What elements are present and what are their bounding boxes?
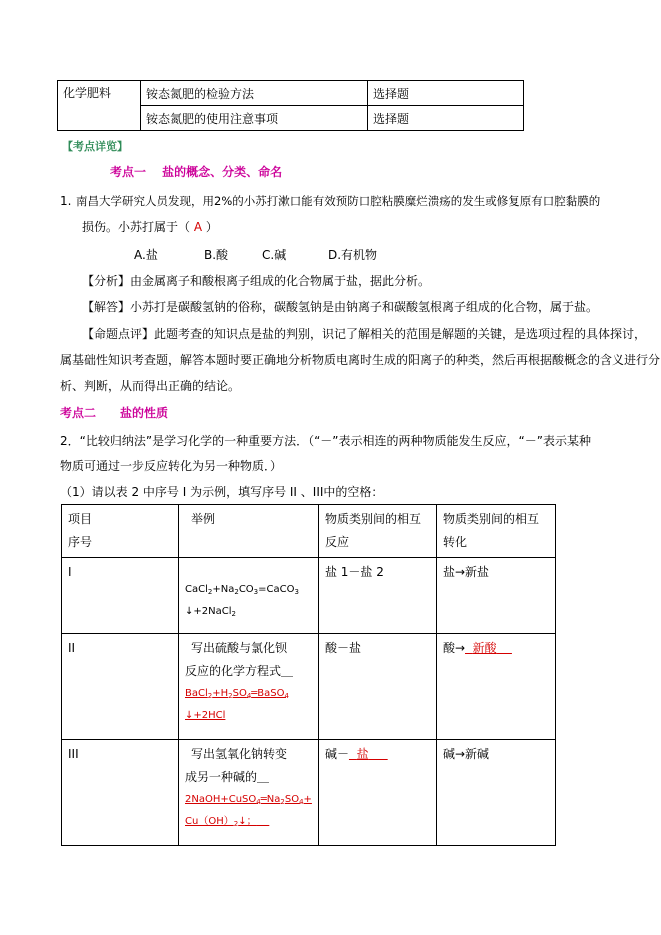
header-cell: 物质类别间的相互 反应 — [318, 505, 436, 558]
reaction-cell: 酸－盐 — [318, 634, 436, 740]
header-cell: 物质类别间的相互 转化 — [436, 505, 555, 558]
example-cell: $CaCl_2+Na_2CO_3=CaCO_3$ ↓+2NaCl$_2$ — [179, 558, 319, 634]
table-row — [62, 634, 556, 740]
sub-question: （1）请以表 2 中序号 I 为示例，填写序号 II 、III中的空格： — [60, 485, 384, 499]
row-number: I — [62, 558, 179, 634]
answer-text: 新酸 — [472, 641, 497, 655]
conversion-cell: 盐→新盐 — [436, 558, 555, 634]
option-c: C.碱 — [262, 248, 287, 262]
answer-text: $2NaOH+CuSO_4═Na_2SO_4+$ — [185, 794, 312, 806]
row-number: II — [62, 634, 179, 740]
header-cell: 项目 序号 — [62, 505, 179, 558]
table-row — [62, 740, 556, 846]
answer-text: ↓+2HCl — [185, 710, 226, 721]
option-b: B.酸 — [204, 248, 229, 262]
header-cell: 举例 — [179, 505, 319, 558]
type-cell: 选择题 — [368, 81, 524, 106]
example-cell: 写出氢氧化钠转变 成另一种碱的＿ $2NaOH+CuSO_4═Na_2SO_4+$ $Cu(OH)_2↓$； — [179, 740, 319, 846]
answer-text: $Cu(OH)_2↓$； — [185, 816, 257, 828]
example-cell: 写出硫酸与氯化钡 反应的化学方程式＿ $BaCl_2+H_2SO_4═BaSO_4$ ↓+2HCl — [179, 634, 319, 740]
analysis-text: 【分析】由金属离子和酸根离子组成的化合物属于盐，据此分析。 — [82, 274, 431, 288]
type-cell: 选择题 — [368, 106, 524, 131]
comment-text: 【命题点评】此题考查的知识点是盐的判别，识记了解相关的范围是解题的关键，是选项过程的具体探讨， — [82, 327, 647, 341]
section-title: 【考点详览】 — [62, 140, 128, 153]
option-a: A.盐 — [134, 248, 158, 262]
point2-heading: 考点二 盐的性质 — [60, 406, 169, 420]
question-line: 2．“比较归纳法”是学习化学的一种重要方法．（“－”表示相连的两种物质能发生反应，“－”表示某种 — [60, 434, 591, 448]
topic-table — [57, 80, 524, 131]
conversion-cell: 酸→ 新酸 — [436, 634, 555, 740]
option-d: D.有机物 — [328, 248, 378, 262]
conversion-cell: 碱→新碱 — [436, 740, 555, 846]
reaction-cell: 盐 1－盐 2 — [318, 558, 436, 634]
table-row — [62, 558, 556, 634]
point1-heading: 考点一 盐的概念、分类、命名 — [110, 165, 283, 179]
answer-text: $BaCl_2+H_2SO_4═BaSO_4$ — [185, 688, 289, 700]
question-line: 损伤。小苏打属于（ A ） — [82, 220, 218, 234]
question-line: 南昌大学研究人员发现，用2%的小苏打漱口能有效预防口腔粘膜糜烂溃疡的发生或修复原有口腔黏膜的 — [76, 194, 601, 208]
question-line: 物质可通过一步反应转化为另一种物质．） — [60, 459, 283, 473]
topic-cell: 铵态氮肥的检验方法 — [141, 81, 368, 106]
answer-text: A — [193, 220, 203, 234]
topic-cell: 铵态氮肥的使用注意事项 — [141, 106, 368, 131]
answer-text: 盐 — [356, 747, 369, 761]
row-number: III — [62, 740, 179, 846]
category-cell: 化学肥料 — [58, 81, 141, 131]
comment-text: 属基础性知识考查题，解答本题时要正确地分析物质电离时生成的阳离子的种类，然后再根据酸概念的含义进行分 — [60, 353, 661, 367]
comparison-table — [61, 504, 556, 846]
reaction-cell: 碱－ 盐 — [318, 740, 436, 846]
question-number: 1. — [60, 194, 72, 208]
solution-text: 【解答】小苏打是碳酸氢钠的俗称，碳酸氢钠是由钠离子和碳酸氢根离子组成的化合物，属于盐。 — [82, 300, 599, 314]
comment-text: 析、判断，从而得出正确的结论。 — [60, 379, 241, 393]
